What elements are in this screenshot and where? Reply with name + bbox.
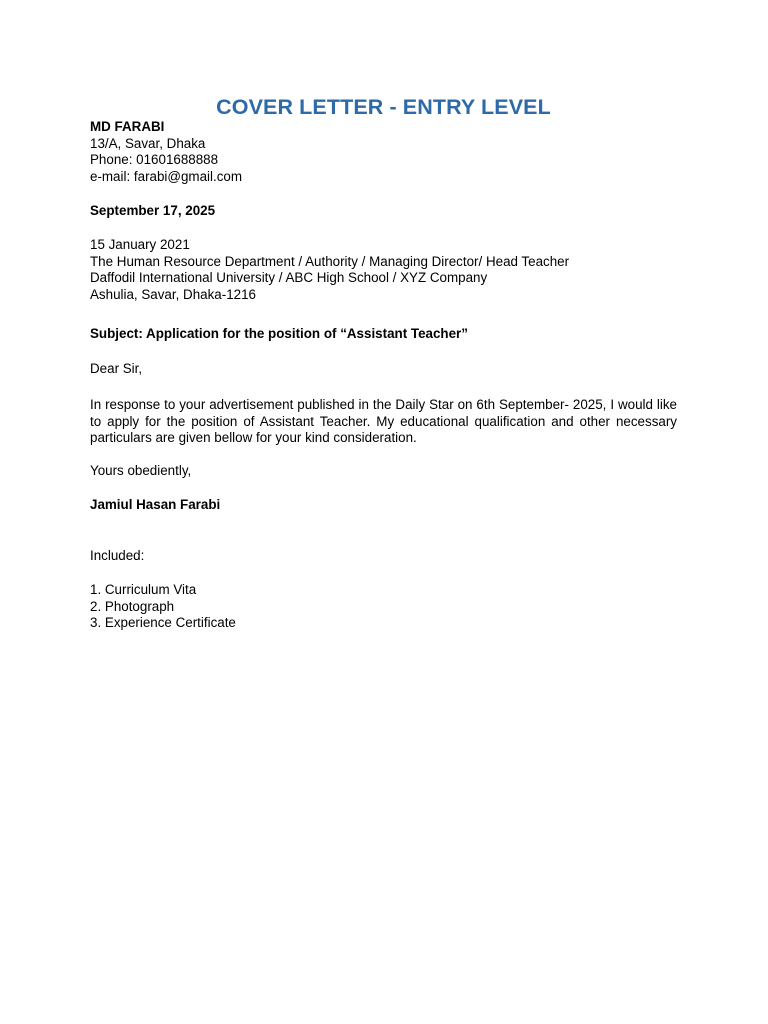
letter-date: September 17, 2025 bbox=[90, 203, 216, 218]
sender-block bbox=[90, 119, 677, 185]
salutation: Dear Sir, bbox=[90, 361, 143, 376]
body-paragraph: In response to your advertisement published in the Daily Star on 6th September- 2025, I would like to apply for the position of Assistant Teacher. My educational qualification and other necessary particulars are given bellow for your kind consideration. bbox=[90, 397, 677, 445]
sender-name: MD FARABI bbox=[90, 119, 165, 134]
signature-name: Jamiul Hasan Farabi bbox=[90, 497, 221, 512]
sender-phone: Phone: 01601688888 bbox=[90, 152, 219, 167]
signature-block bbox=[90, 497, 677, 514]
subject-line: Subject: Application for the position of “Assistant Teacher” bbox=[90, 326, 468, 341]
closing: Yours obediently, bbox=[90, 463, 192, 478]
included-item: 1. Curriculum Vita bbox=[90, 582, 197, 597]
sender-email: e-mail: farabi@gmail.com bbox=[90, 168, 243, 184]
included-label-block bbox=[90, 548, 677, 565]
recipient-block bbox=[90, 237, 677, 303]
included-item: 3. Experience Certificate bbox=[90, 615, 236, 630]
recipient-date: 15 January 2021 bbox=[90, 237, 190, 252]
subject-block bbox=[90, 326, 677, 343]
salutation-block bbox=[90, 361, 677, 378]
recipient-line-3: Ashulia, Savar, Dhaka-1216 bbox=[90, 286, 256, 302]
recipient-line-2: Daffodil International University / ABC High School / XYZ Company bbox=[90, 270, 488, 285]
included-list bbox=[90, 582, 677, 632]
closing-block bbox=[90, 463, 677, 480]
sender-address: 13/A, Savar, Dhaka bbox=[90, 135, 206, 151]
letter-date-block bbox=[90, 203, 677, 220]
included-item: 2. Photograph bbox=[90, 598, 175, 614]
document-title: COVER LETTER - ENTRY LEVEL bbox=[216, 95, 551, 119]
included-label: Included: bbox=[90, 548, 145, 563]
recipient-line-1: The Human Resource Department / Authority / Managing Director/ Head Teacher bbox=[90, 253, 570, 269]
